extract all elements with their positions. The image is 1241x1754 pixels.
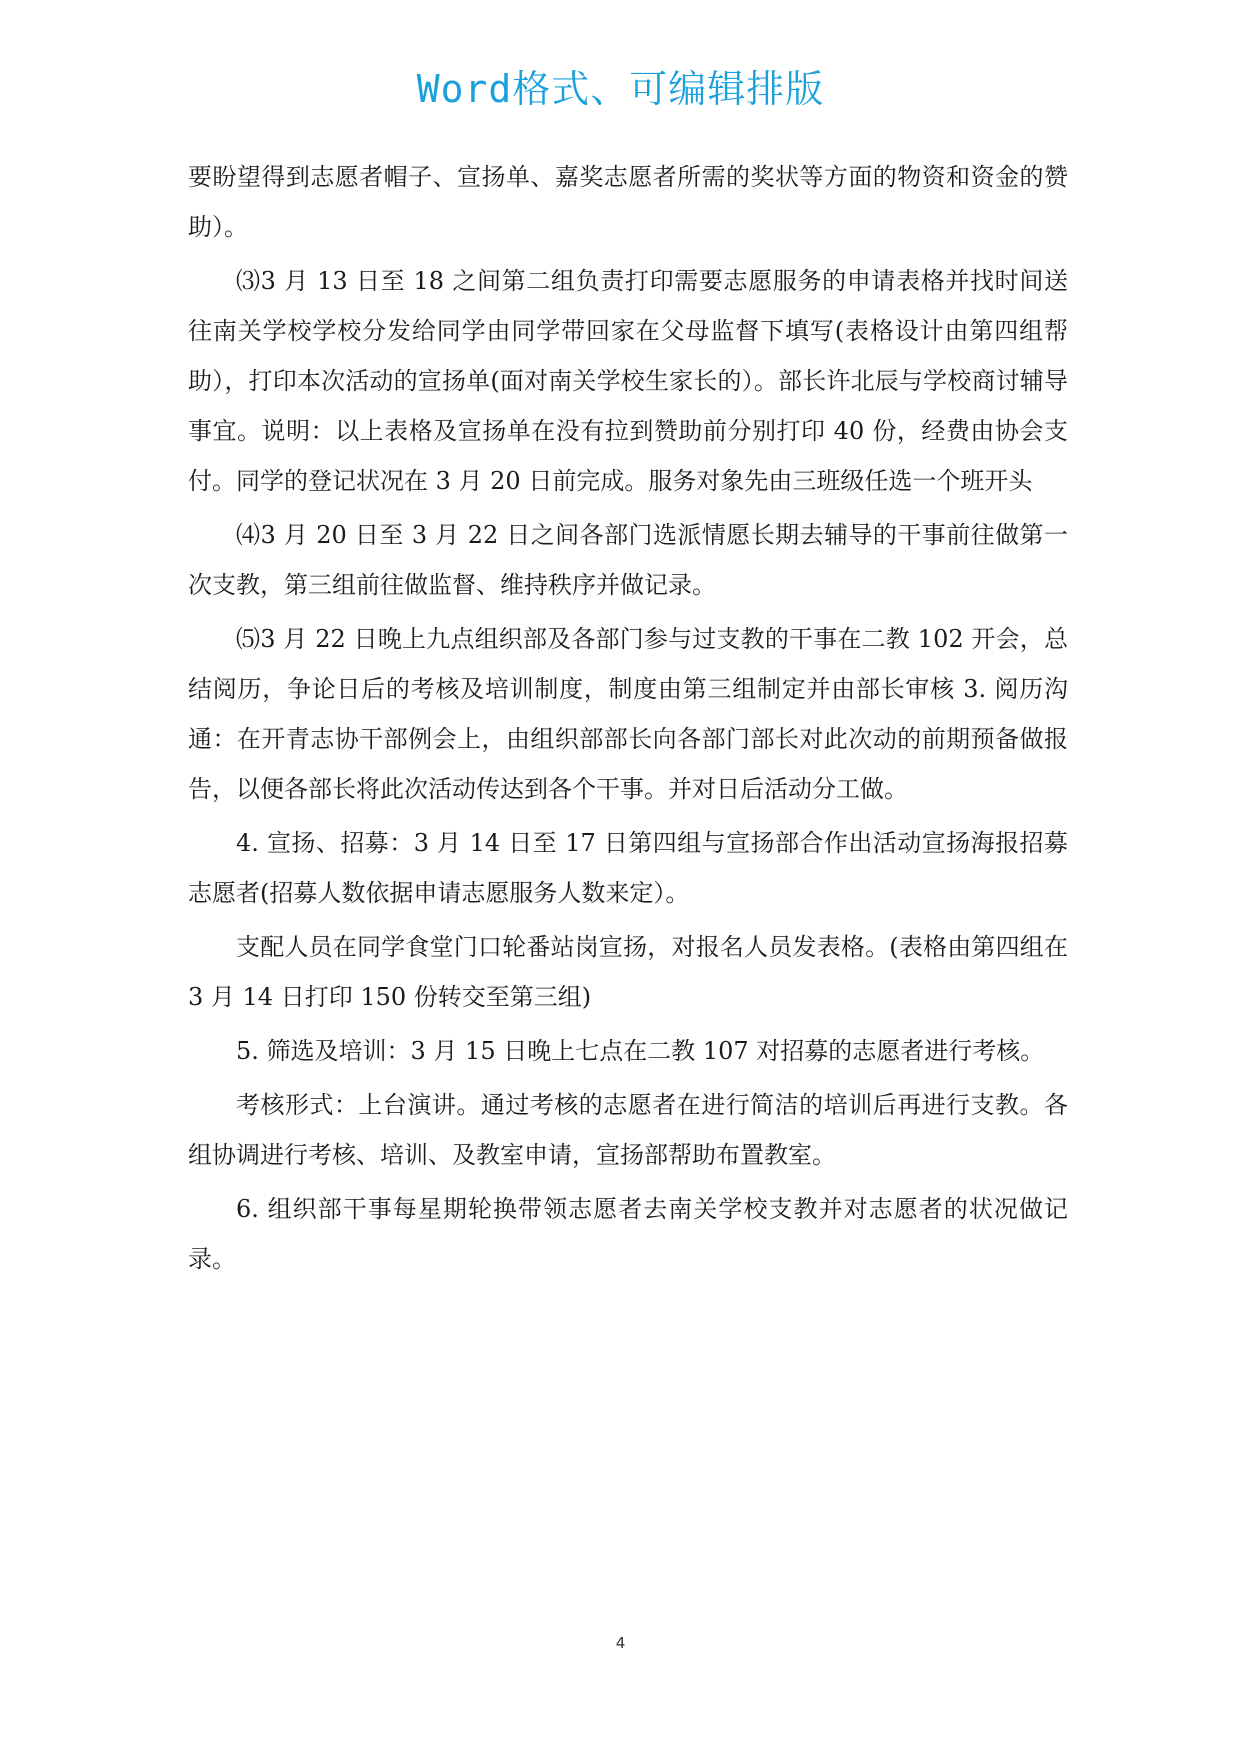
- paragraph-assessment-format: 考核形式：上台演讲。通过考核的志愿者在进行简洁的培训后再进行支教。各组协调进行考核、培训、及教室申请，宣扬部帮助布置教室。: [188, 1091, 1068, 1169]
- paragraph-item-4: ⑷3 月 20 日至 3 月 22 日之间各部门选派情愿长期去辅导的干事前往做第一次支教，第三组前往做监督、维持秩序并做记录。: [188, 521, 1068, 599]
- paragraph-weekly-rotation: 6. 组织部干事每星期轮换带领志愿者去南关学校支教并对志愿者的状况做记录。: [188, 1195, 1068, 1273]
- paragraph-item-3: ⑶3 月 13 日至 18 之间第二组负责打印需要志愿服务的申请表格并找时间送往南关学校学校分发给同学由同学带回家在父母监督下填写(表格设计由第四组帮助），打印本次活动的宣扬单(面对南关学校生家长的）。部长许北辰与学校商讨辅导事宜。说明：以上表格及宣扬单在没有拉到赞助前分别打印 40 份，经费由协会支付。同学的登记状况在 3 月 20 日前完成。服务对象先由三班级任选一个班开头: [188, 267, 1068, 495]
- document-body: [188, 152, 1068, 1288]
- paragraph-staffing: 支配人员在同学食堂门口轮番站岗宣扬，对报名人员发表格。(表格由第四组在 3 月 14 日打印 150 份转交至第三组): [188, 933, 1068, 1011]
- paragraph-publicity-recruitment: 4. 宣扬、招募：3 月 14 日至 17 日第四组与宣扬部合作出活动宣扬海报招募志愿者(招募人数依据申请志愿服务人数来定）。: [188, 829, 1068, 907]
- page-header-title: Word格式、可编辑排版: [416, 67, 825, 111]
- paragraph-item-5: ⑸3 月 22 日晚上九点组织部及各部门参与过支教的干事在二教 102 开会，总结阅历，争论日后的考核及培训制度，制度由第三组制定并由部长审核 3. 阅历沟通：在开青志协干部例会上，由组织部部长向各部门部长对此次动的前期预备做报告，以便各部长将此次活动传达到各个干事。并对日后活动分工做。: [188, 625, 1068, 803]
- paragraph-continuation: 要盼望得到志愿者帽子、宣扬单、嘉奖志愿者所需的奖状等方面的物资和资金的赞助）。: [188, 163, 1068, 241]
- paragraph-screening-training: 5. 筛选及培训：3 月 15 日晚上七点在二教 107 对招募的志愿者进行考核。: [236, 1037, 1045, 1065]
- page-number: 4: [615, 1634, 626, 1652]
